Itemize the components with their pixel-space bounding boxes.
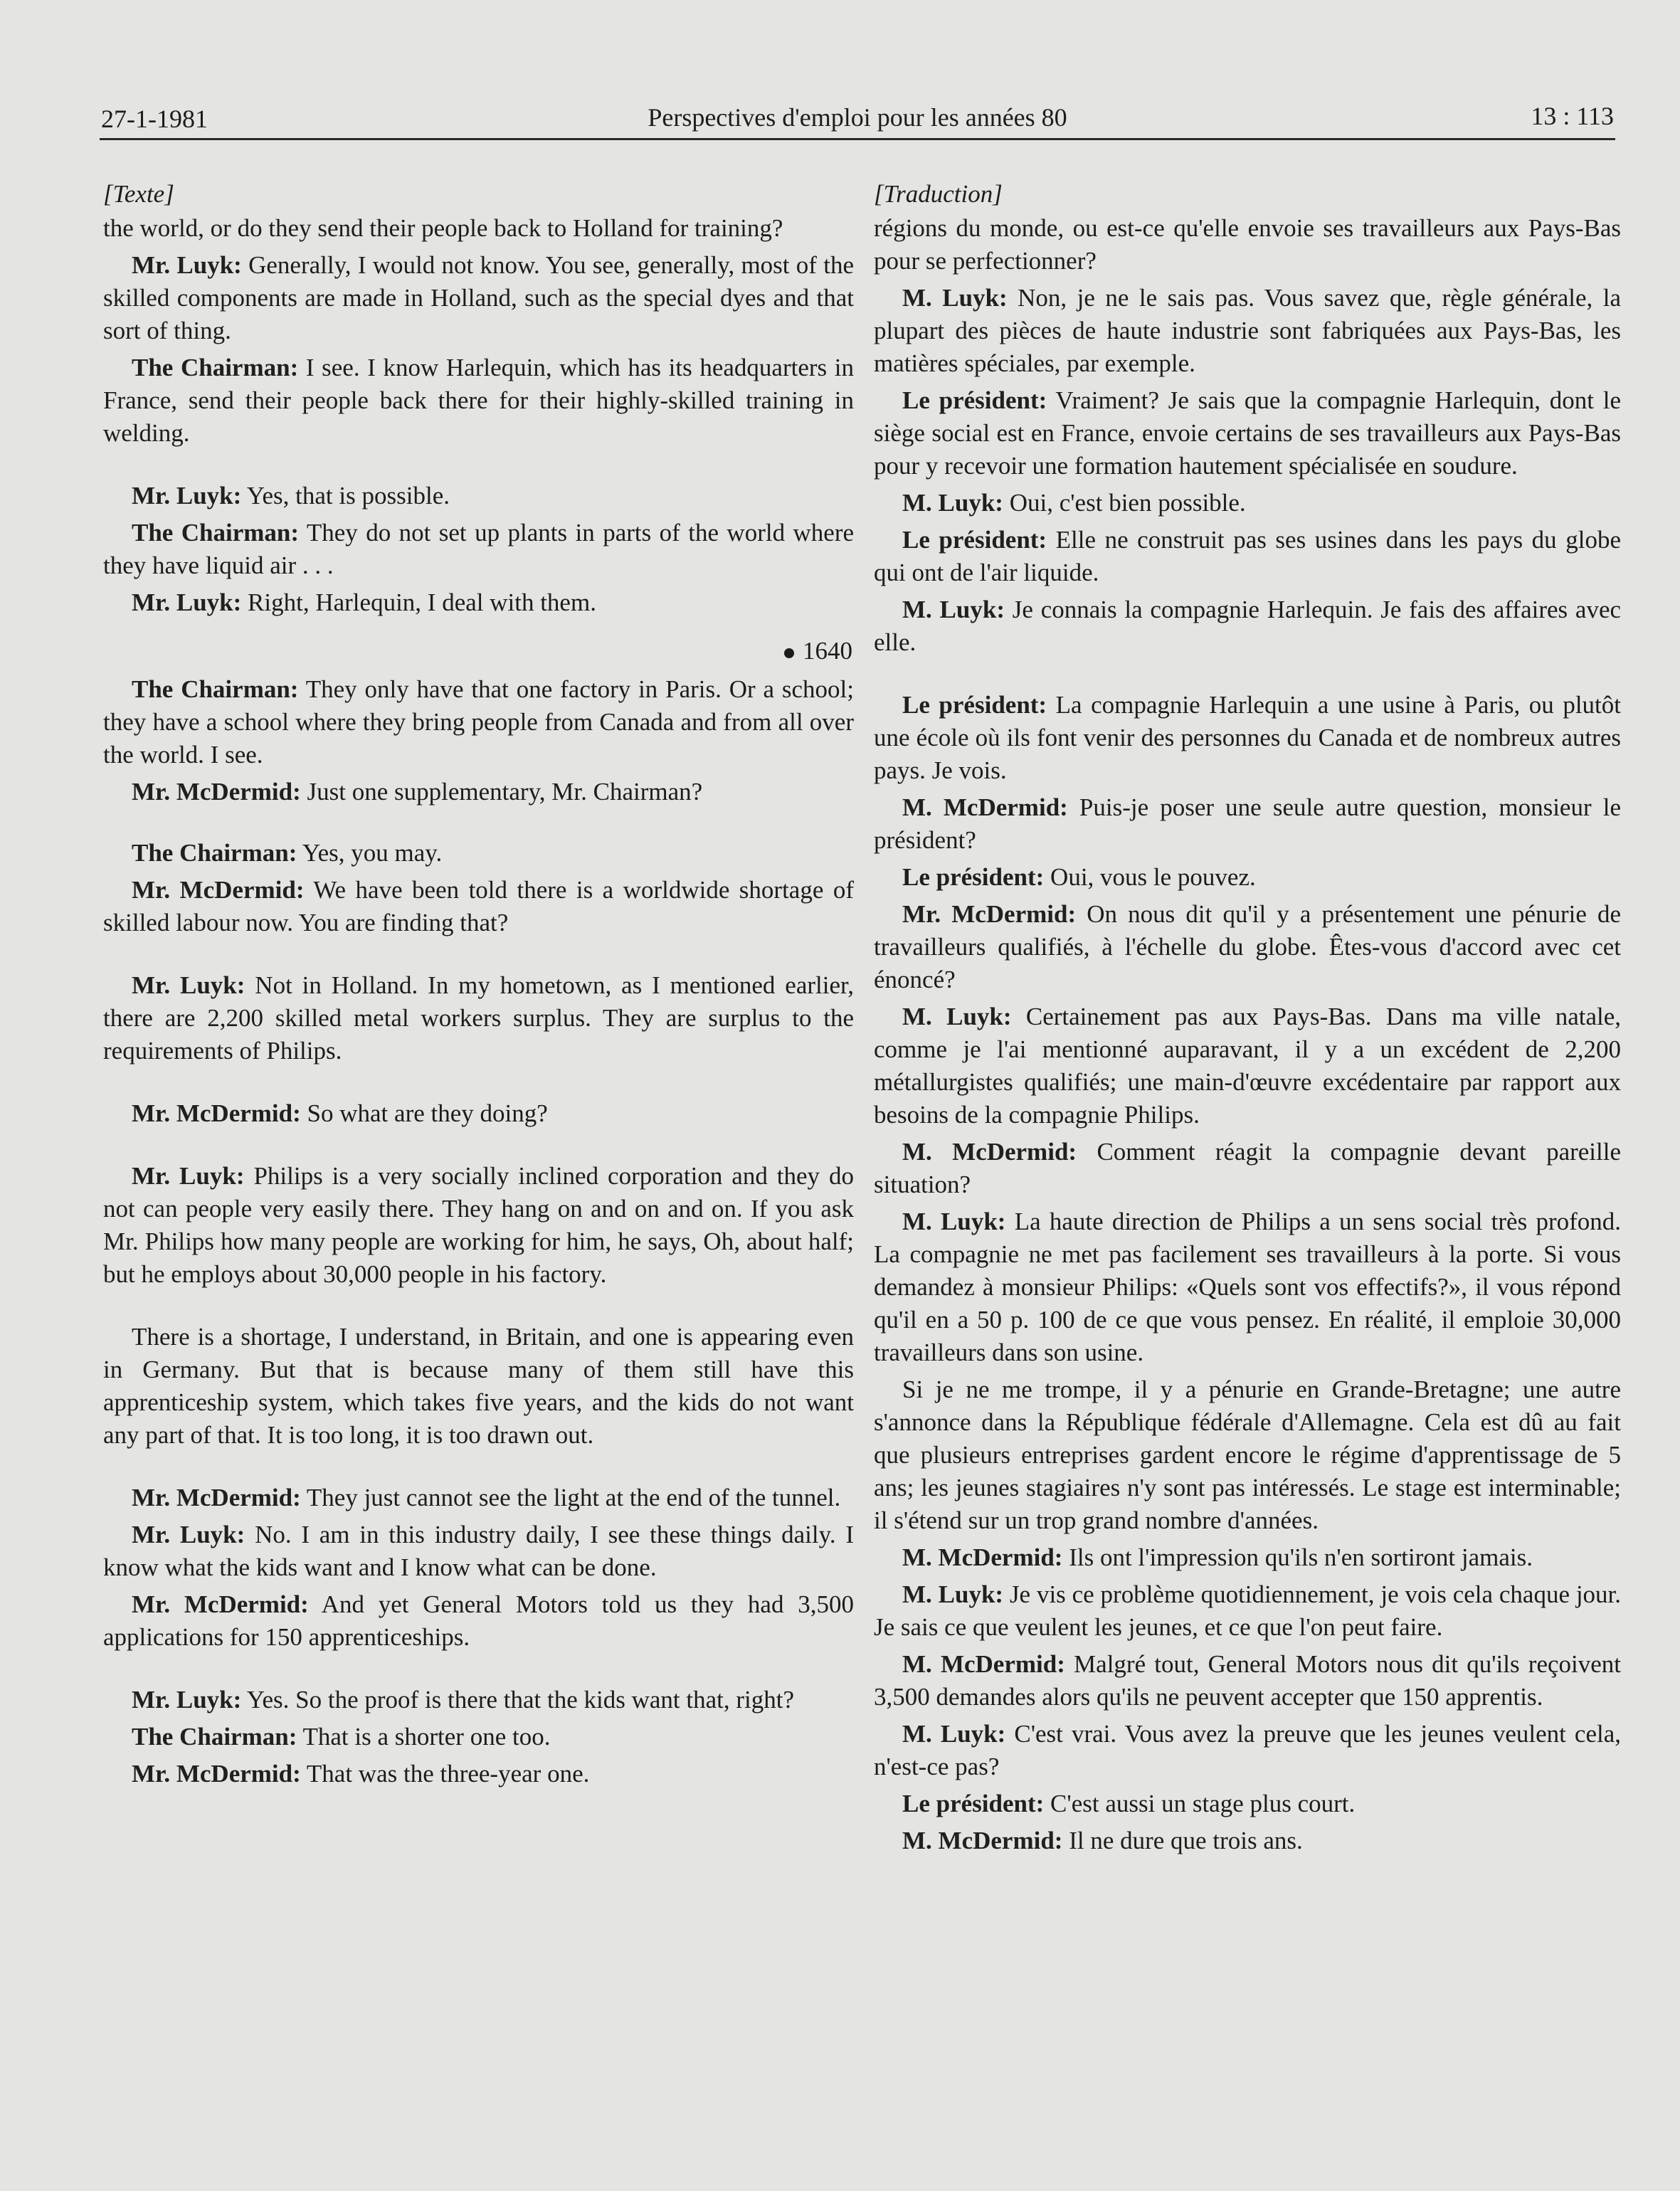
paragraph: M. Luyk: C'est vrai. Vous avez la preuve que les jeunes veulent cela, n'est-ce pas? xyxy=(874,1720,1622,1780)
page-header xyxy=(100,95,1615,140)
speaker-name: Mr. Luyk: xyxy=(132,482,242,510)
paragraph: Mr. McDermid: On nous dit qu'il y a présentement une pénurie de travailleurs qualifiés, à l'échelle du globe. Êtes-vous d'accord avec cet énoncé? xyxy=(874,900,1622,993)
paragraph: the world, or do they send their people back to Holland for training? xyxy=(103,214,783,242)
paragraph: régions du monde, ou est-ce qu'elle envoie ses travailleurs aux Pays-Bas pour se perfectionner? xyxy=(874,214,1621,275)
paragraph: M. McDermid: Ils ont l'impression qu'ils n'en sortiront jamais. xyxy=(902,1543,1533,1571)
speaker-name: M. McDermid: xyxy=(902,1138,1077,1166)
paragraph: Le président: Elle ne construit pas ses usines dans les pays du globe qui ont de l'air liquide. xyxy=(874,526,1621,586)
paragraph: Mr. Luyk: Generally, I would not know. You see, generally, most of the skilled components are made in Holland, such as the special dyes and that sort of thing. xyxy=(103,251,854,344)
paragraph: There is a shortage, I understand, in Britain, and one is appearing even in Germany. But that is because many of them still have this apprenticeship system, which takes five years, and the kids do not want any part of that. It is too long, it is too drawn out. xyxy=(103,1323,854,1449)
speaker-name: M. Luyk: xyxy=(902,1720,1006,1748)
speaker-name: The Chairman: xyxy=(132,519,300,547)
speaker-name: The Chairman: xyxy=(132,675,299,703)
speaker-name: Le président: xyxy=(902,691,1047,719)
speaker-name: M. McDermid: xyxy=(902,793,1068,821)
paragraph: The Chairman: They do not set up plants in parts of the world where they have liquid air . . . xyxy=(103,519,855,579)
paragraph: M. Luyk: Je connais la compagnie Harlequin. Je fais des affaires avec elle. xyxy=(874,596,1622,656)
speaker-name: M. McDermid: xyxy=(902,1827,1063,1854)
paragraph: Si je ne me trompe, il y a pénurie en Grande-Bretagne; une autre s'annonce dans la République fédérale d'Allemagne. Cela est dû au fait que plusieurs entreprises gardent encore le régime d'apprentissage de 5 ans; les jeunes stagiaires n'y sont pas intéressés. Le stage est interminable; il s'étend sur un trop grand nombre d'années. xyxy=(874,1376,1621,1534)
speaker-name: Le président: xyxy=(902,526,1047,554)
speaker-name: M. Luyk: xyxy=(902,1003,1012,1030)
paragraph: M. Luyk: Certainement pas aux Pays-Bas. Dans ma ville natale, comme je l'ai mentionné auparavant, il y a un excédent de 2,200 métallurgistes qualifiés; une main-d'œuvre excédentaire par rapport aux besoins de la compagnie Philips. xyxy=(874,1003,1622,1129)
speaker-name: The Chairman: xyxy=(132,354,299,381)
speaker-name: Mr. McDermid: xyxy=(132,778,301,806)
speaker-name: M. Luyk: xyxy=(902,284,1008,312)
paragraph: The Chairman: I see. I know Harlequin, which has its headquarters in France, send their people back there for their highly-skilled training in welding. xyxy=(103,354,854,447)
paragraph: Mr. McDermid: So what are they doing? xyxy=(132,1099,548,1127)
speaker-name: Le président: xyxy=(902,386,1047,414)
paragraph: M. McDermid: Comment réagit la compagnie devant pareille situation? xyxy=(874,1138,1622,1198)
speaker-name: Mr. McDermid: xyxy=(132,1590,309,1618)
speaker-name: The Chairman: xyxy=(132,1723,297,1751)
paragraph: M. McDermid: Puis-je poser une seule autre question, monsieur le président? xyxy=(874,793,1621,854)
french-column xyxy=(874,178,1621,1862)
paragraph: The Chairman: Yes, you may. xyxy=(132,839,443,867)
speaker-name: M. Luyk: xyxy=(902,1580,1004,1608)
paragraph: Mr. McDermid: That was the three-year one. xyxy=(132,1760,590,1788)
paragraph: Mr. Luyk: Philips is a very socially inclined corporation and they do not can people very easily there. They hang on and on and on. If you ask Mr. Philips how many people are working for him, he says, Oh, about half; but he employs about 30,000 people in his factory. xyxy=(103,1162,854,1288)
paragraph: Mr. Luyk: No. I am in this industry daily, I see these things daily. I know what the kids want and I know what can be done. xyxy=(103,1521,854,1581)
speaker-name: M. Luyk: xyxy=(902,1208,1006,1235)
speaker-name: Mr. McDermid: xyxy=(902,900,1077,928)
column-label: [Texte] xyxy=(103,180,174,208)
paragraph: Mr. Luyk: Not in Holland. In my hometown, as I mentioned earlier, there are 2,200 skilled metal workers surplus. They are surplus to the requirements of Philips. xyxy=(103,971,855,1065)
speaker-name: Le président: xyxy=(902,863,1045,891)
paragraph: Le président: La compagnie Harlequin a une usine à Paris, ou plutôt une école où ils font venir des personnes du Canada et de nombreux autres pays. Je vois. xyxy=(874,691,1621,784)
paragraph: M. McDermid: Il ne dure que trois ans. xyxy=(902,1827,1303,1854)
paragraph: Mr. McDermid: Just one supplementary, Mr. Chairman? xyxy=(132,778,703,806)
speaker-name: Mr. McDermid: xyxy=(132,1760,301,1788)
speaker-name: Mr. McDermid: xyxy=(132,876,305,904)
paragraph: Mr. Luyk: Right, Harlequin, I deal with them. xyxy=(132,588,596,616)
paragraph: M. Luyk: Oui, c'est bien possible. xyxy=(902,489,1246,517)
speaker-name: M. Luyk: xyxy=(902,489,1003,517)
time-marker: 1640 xyxy=(103,635,854,667)
speaker-name: M. McDermid: xyxy=(902,1650,1065,1678)
paragraph: The Chairman: They only have that one factory in Paris. Or a school; they have a school where they bring people from Canada and from all over the world. I see. xyxy=(103,675,854,769)
header-date: 27-1-1981 xyxy=(101,105,208,133)
paragraph: Mr. Luyk: Yes. So the proof is there that the kids want that, right? xyxy=(132,1686,794,1714)
header-title: Perspectives d'emploi pour les années 80 xyxy=(648,103,1067,132)
speaker-name: Mr. McDermid: xyxy=(132,1099,301,1127)
speaker-name: Mr. Luyk: xyxy=(132,1686,242,1714)
speaker-name: Mr. McDermid: xyxy=(132,1484,301,1511)
paragraph: Mr. McDermid: They just cannot see the light at the end of the tunnel. xyxy=(132,1484,841,1511)
header-page-number: 13 : 113 xyxy=(1531,102,1614,130)
speaker-name: M. Luyk: xyxy=(902,596,1005,623)
paragraph: Mr. McDermid: And yet General Motors told us they had 3,500 applications for 150 apprenticeships. xyxy=(103,1590,854,1651)
paragraph: Le président: C'est aussi un stage plus court. xyxy=(902,1790,1356,1817)
bullet-icon xyxy=(784,648,794,658)
speaker-name: Mr. Luyk: xyxy=(132,588,242,616)
paragraph: Le président: Vraiment? Je sais que la compagnie Harlequin, dont le siège social est en France, envoie certains de ses travailleurs aux Pays-Bas pour y recevoir une formation hautement spécialisée en soudure. xyxy=(874,386,1621,480)
column-label: [Traduction] xyxy=(874,180,1003,208)
paragraph: Mr. Luyk: Yes, that is possible. xyxy=(132,482,450,510)
paragraph: Mr. McDermid: We have been told there is a worldwide shortage of skilled labour now. You are finding that? xyxy=(103,876,854,936)
paragraph: M. McDermid: Malgré tout, General Motors nous dit qu'ils reçoivent 3,500 demandes alors qu'ils ne peuvent accepter que 150 apprentis. xyxy=(874,1650,1622,1711)
speaker-name: Mr. Luyk: xyxy=(132,1521,245,1548)
speaker-name: M. McDermid: xyxy=(902,1543,1063,1571)
speaker-name: The Chairman: xyxy=(132,839,297,867)
speaker-name: Le président: xyxy=(902,1790,1045,1817)
english-column xyxy=(103,178,854,1795)
paragraph: M. Luyk: La haute direction de Philips a un sens social très profond. La compagnie ne met pas facilement ses travailleurs à la porte. Si vous demandez à monsieur Philips: «Quels sont vos effectifs?», il vous répond qu'il en a 50 p. 100 de ce que vous pensez. En réalité, il emploie 30,000 travailleurs dans son usine. xyxy=(874,1208,1622,1366)
speaker-name: Mr. Luyk: xyxy=(132,971,245,999)
speaker-name: Mr. Luyk: xyxy=(132,251,242,279)
paragraph: M. Luyk: Non, je ne le sais pas. Vous savez que, règle générale, la plupart des pièces de haute industrie sont fabriquées aux Pays-Bas, les matières spéciales, par exemple. xyxy=(874,284,1621,377)
paragraph: The Chairman: That is a shorter one too. xyxy=(132,1723,551,1751)
paragraph: M. Luyk: Je vis ce problème quotidiennement, je vois cela chaque jour. Je sais ce que veulent les jeunes, et ce que l'on peut faire. xyxy=(874,1580,1622,1641)
paragraph: Le président: Oui, vous le pouvez. xyxy=(902,863,1256,891)
speaker-name: Mr. Luyk: xyxy=(132,1162,245,1190)
